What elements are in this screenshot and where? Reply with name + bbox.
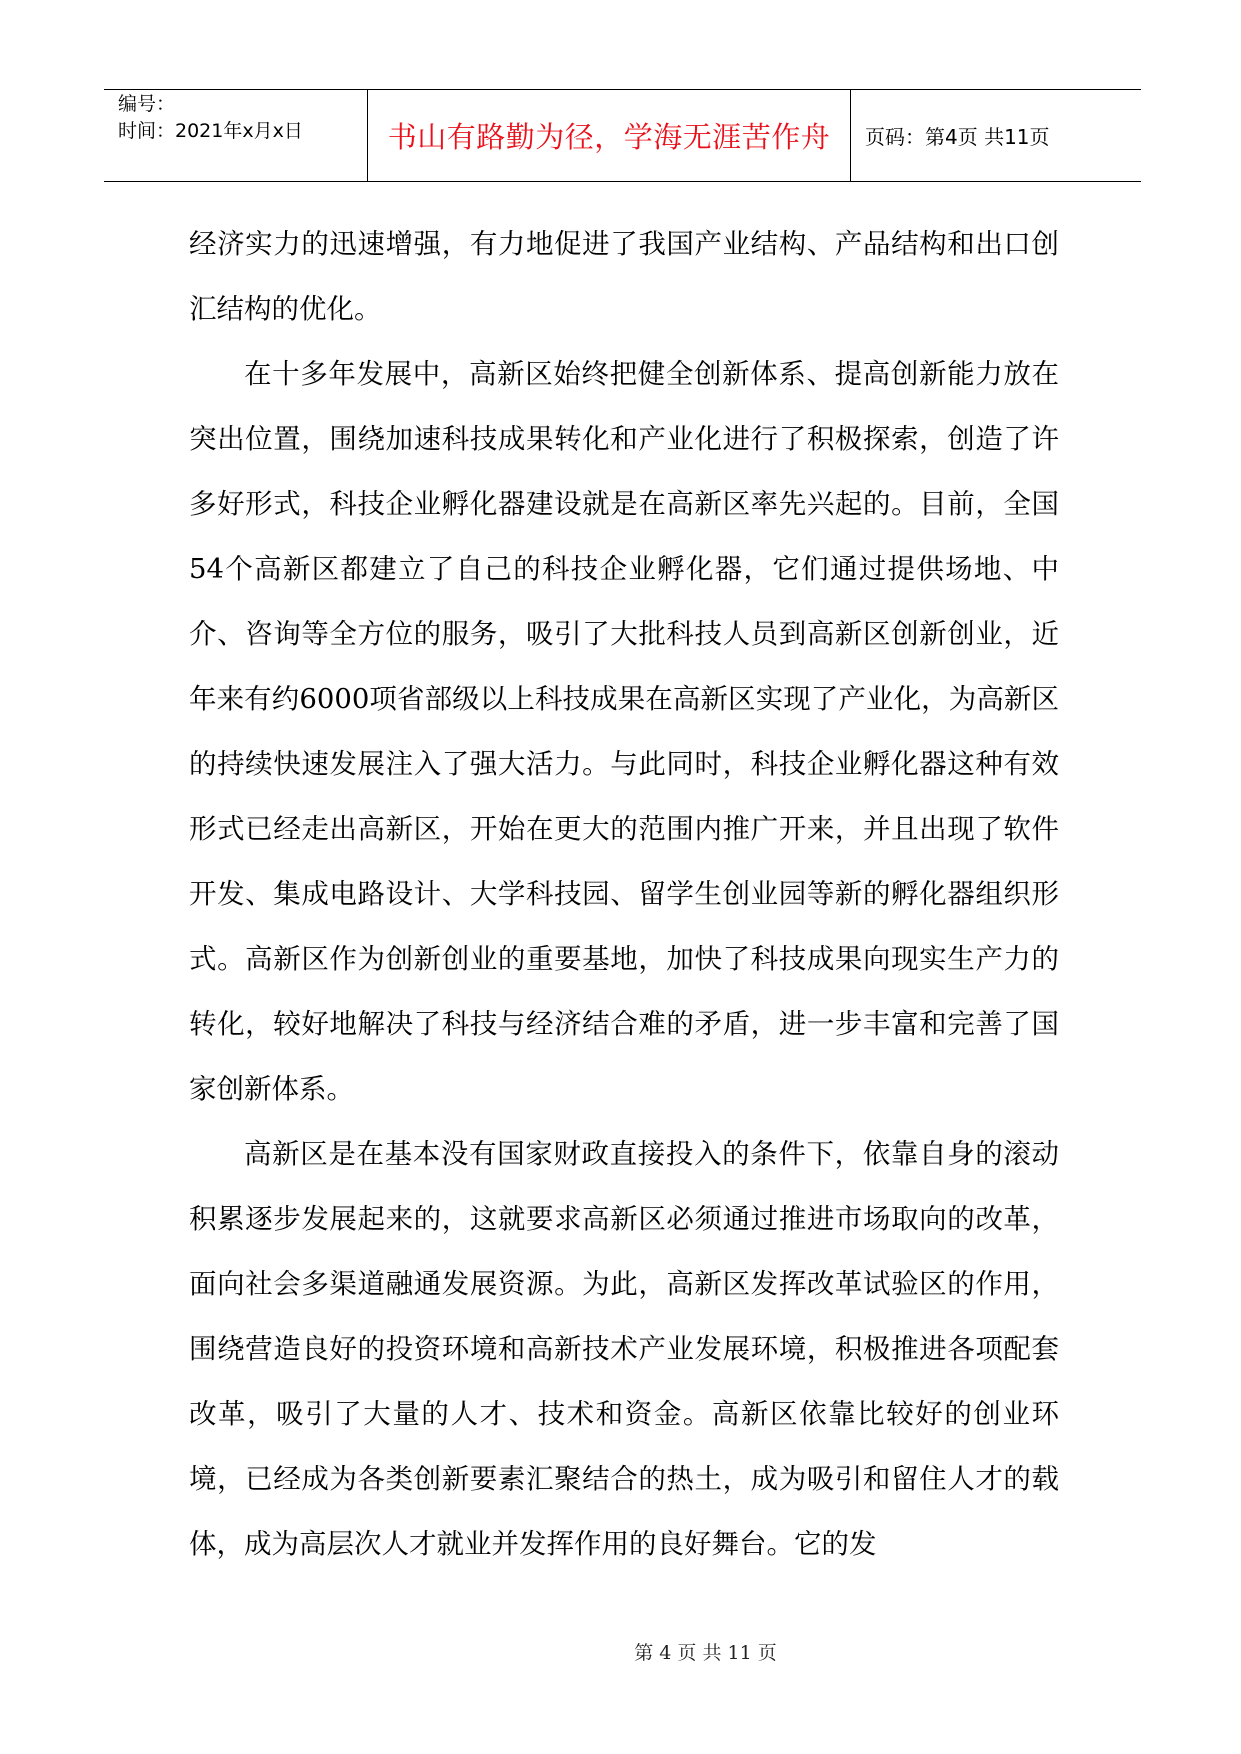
paragraph-reform: 高新区是在基本没有国家财政直接投入的条件下，依靠自身的滚动积累逐步发展起来的，这就要求高新区必须通过推进市场取向的改革，面向社会多渠道融通发展资源。为此，高新区发挥改革试验区的作用，围绕营造良好的投资环境和高新技术产业发展环境，积极推进各项配套改革，吸引了大量的人才、技术和资金。高新区依靠比较好的创业环境，已经成为各类创新要素汇聚结合的热土，成为吸引和留住人才的载体，成为高层次人才就业并发挥作用的良好舞台。它的发 bbox=[189, 1138, 1059, 1560]
header-motto: 书山有路勤为径，学海无涯苦作舟 bbox=[368, 90, 851, 181]
paragraph-continuation: 经济实力的迅速增强，有力地促进了我国产业结构、产品结构和出口创汇结构的优化。 bbox=[189, 228, 1059, 325]
document-number-label: 编号： bbox=[118, 93, 176, 115]
page-header bbox=[104, 89, 1141, 182]
paragraph-incubator: 在十多年发展中，高新区始终把健全创新体系、提高创新能力放在突出位置，围绕加速科技成果转化和产业化进行了积极探索，创造了许多好形式，科技企业孵化器建设就是在高新区率先兴起的。目前，全国54个高新区都建立了自己的科技企业孵化器，它们通过提供场地、中介、咨询等全方位的服务，吸引了大批科技人员到高新区创新创业，近年来有约6000项省部级以上科技成果在高新区实现了产业化，为高新区的持续快速发展注入了强大活力。与此同时，科技企业孵化器这种有效形式已经走出高新区，开始在更大的范围内推广开来，并且出现了软件开发、集成电路设计、大学科技园、留学生创业园等新的孵化器组织形式。高新区作为创新创业的重要基地，加快了科技成果向现实生产力的转化，较好地解决了科技与经济结合难的矛盾，进一步丰富和完善了国家创新体系。 bbox=[189, 358, 1059, 1105]
header-page-code: 页码：第4页 共11页 bbox=[865, 125, 1050, 149]
document-body bbox=[189, 212, 1059, 1577]
header-meta-cell bbox=[104, 90, 368, 181]
page-footer: 第 4 页 共 11 页 bbox=[634, 1642, 777, 1664]
document-time-label: 时间：2021年x月x日 bbox=[118, 120, 303, 142]
